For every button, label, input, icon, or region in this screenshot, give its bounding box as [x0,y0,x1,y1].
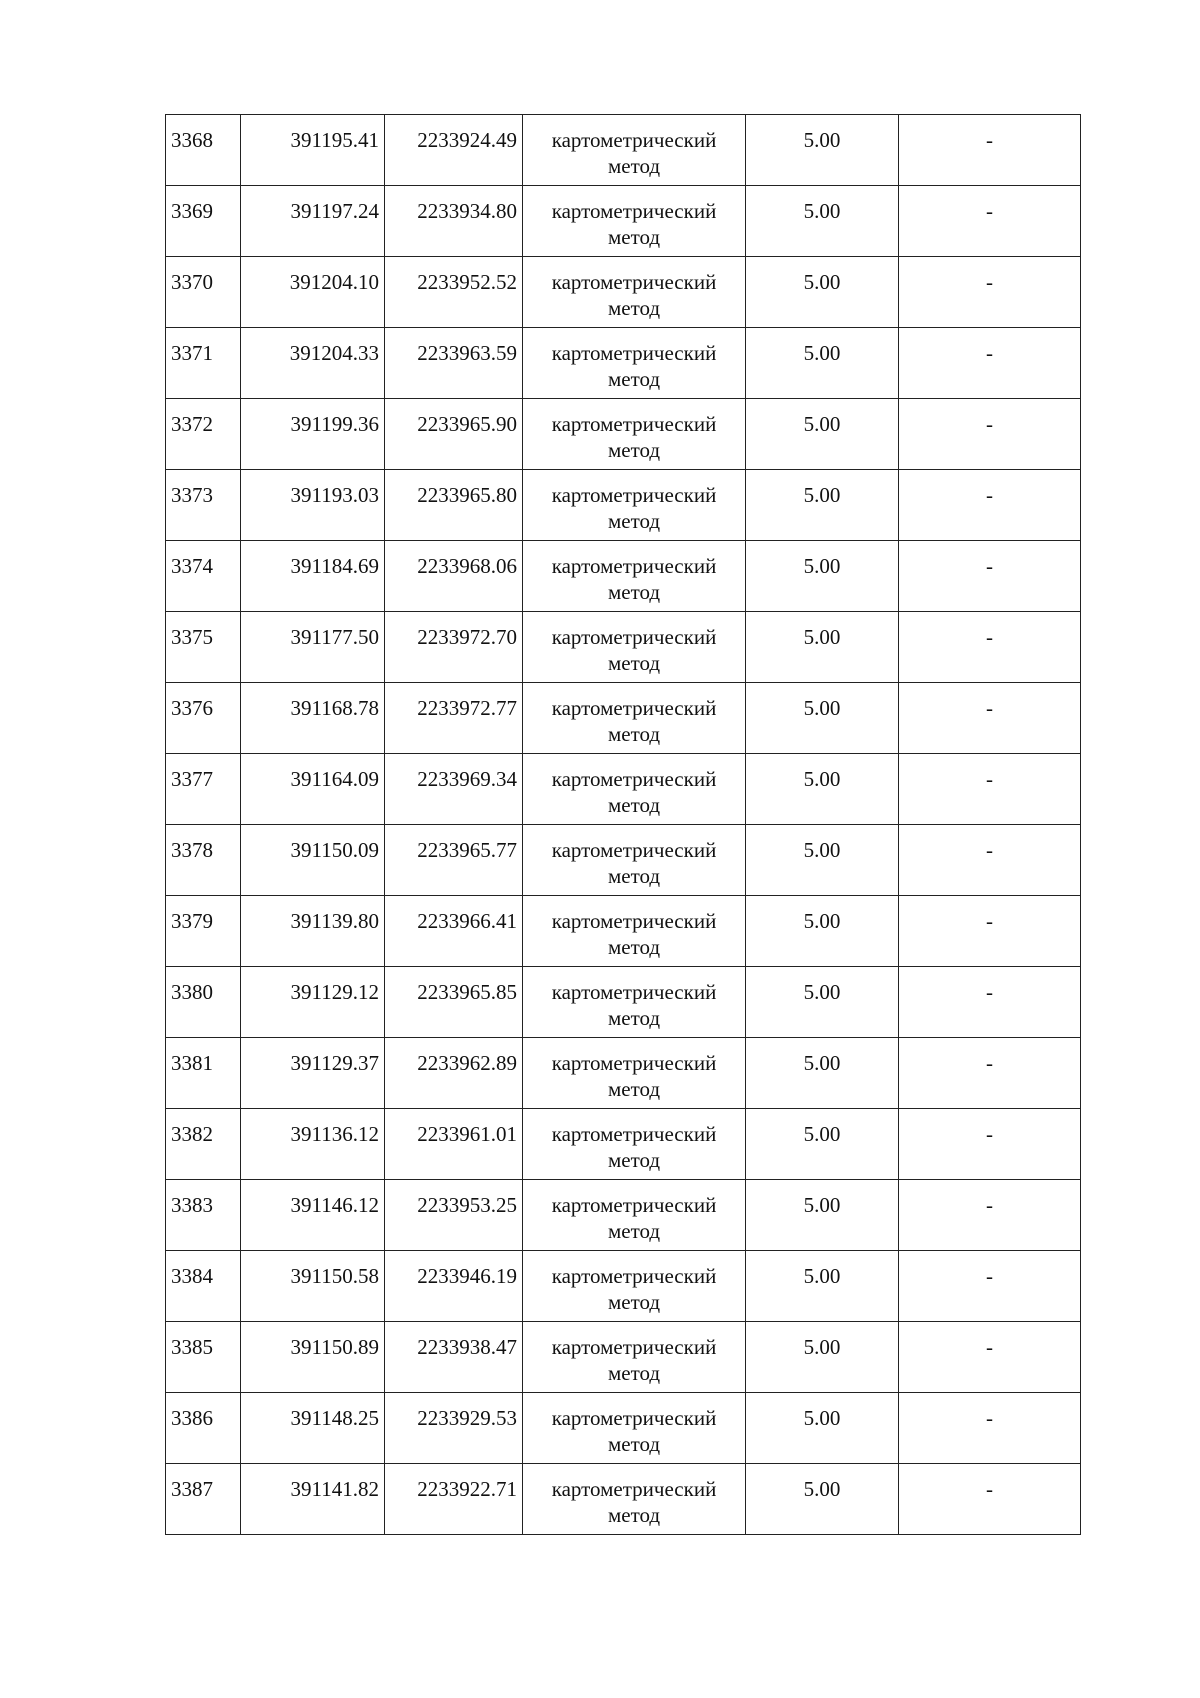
y-coordinate-cell: 2233965.77 [385,825,523,896]
accuracy-cell: 5.00 [746,1251,899,1322]
accuracy-cell: 5.00 [746,1464,899,1535]
description-cell: - [899,470,1081,541]
y-coordinate-cell: 2233938.47 [385,1322,523,1393]
x-coordinate-cell: 391150.58 [241,1251,385,1322]
y-coordinate-cell: 2233965.80 [385,470,523,541]
description-cell: - [899,1038,1081,1109]
x-coordinate-cell: 391129.12 [241,967,385,1038]
accuracy-cell: 5.00 [746,1180,899,1251]
method-cell: картометрический метод [523,541,746,612]
accuracy-cell: 5.00 [746,186,899,257]
description-cell: - [899,612,1081,683]
y-coordinate-cell: 2233946.19 [385,1251,523,1322]
accuracy-cell: 5.00 [746,257,899,328]
method-cell: картометрический метод [523,1251,746,1322]
table-row [166,1109,1081,1180]
accuracy-cell: 5.00 [746,1322,899,1393]
table-row [166,541,1081,612]
method-cell: картометрический метод [523,1464,746,1535]
x-coordinate-cell: 391150.09 [241,825,385,896]
description-cell: - [899,1393,1081,1464]
coordinates-table-body [166,115,1081,1535]
y-coordinate-cell: 2233952.52 [385,257,523,328]
y-coordinate-cell: 2233934.80 [385,186,523,257]
method-cell: картометрический метод [523,115,746,186]
accuracy-cell: 5.00 [746,754,899,825]
point-number-cell: 3376 [166,683,241,754]
point-number-cell: 3380 [166,967,241,1038]
y-coordinate-cell: 2233962.89 [385,1038,523,1109]
description-cell: - [899,186,1081,257]
table-row [166,1251,1081,1322]
x-coordinate-cell: 391195.41 [241,115,385,186]
y-coordinate-cell: 2233929.53 [385,1393,523,1464]
table-row [166,186,1081,257]
table-row [166,1393,1081,1464]
x-coordinate-cell: 391129.37 [241,1038,385,1109]
accuracy-cell: 5.00 [746,115,899,186]
point-number-cell: 3385 [166,1322,241,1393]
method-cell: картометрический метод [523,1180,746,1251]
point-number-cell: 3373 [166,470,241,541]
description-cell: - [899,754,1081,825]
x-coordinate-cell: 391150.89 [241,1322,385,1393]
description-cell: - [899,683,1081,754]
point-number-cell: 3381 [166,1038,241,1109]
table-row [166,470,1081,541]
y-coordinate-cell: 2233965.90 [385,399,523,470]
y-coordinate-cell: 2233968.06 [385,541,523,612]
point-number-cell: 3378 [166,825,241,896]
x-coordinate-cell: 391184.69 [241,541,385,612]
description-cell: - [899,1322,1081,1393]
description-cell: - [899,541,1081,612]
accuracy-cell: 5.00 [746,612,899,683]
x-coordinate-cell: 391141.82 [241,1464,385,1535]
method-cell: картометрический метод [523,825,746,896]
table-row [166,115,1081,186]
table-row [166,1038,1081,1109]
x-coordinate-cell: 391197.24 [241,186,385,257]
x-coordinate-cell: 391168.78 [241,683,385,754]
description-cell: - [899,1109,1081,1180]
accuracy-cell: 5.00 [746,825,899,896]
point-number-cell: 3372 [166,399,241,470]
x-coordinate-cell: 391177.50 [241,612,385,683]
method-cell: картометрический метод [523,683,746,754]
table-row [166,754,1081,825]
description-cell: - [899,115,1081,186]
description-cell: - [899,1464,1081,1535]
point-number-cell: 3384 [166,1251,241,1322]
y-coordinate-cell: 2233924.49 [385,115,523,186]
method-cell: картометрический метод [523,1109,746,1180]
y-coordinate-cell: 2233963.59 [385,328,523,399]
y-coordinate-cell: 2233922.71 [385,1464,523,1535]
x-coordinate-cell: 391146.12 [241,1180,385,1251]
description-cell: - [899,328,1081,399]
description-cell: - [899,825,1081,896]
accuracy-cell: 5.00 [746,399,899,470]
point-number-cell: 3374 [166,541,241,612]
point-number-cell: 3382 [166,1109,241,1180]
y-coordinate-cell: 2233969.34 [385,754,523,825]
accuracy-cell: 5.00 [746,541,899,612]
point-number-cell: 3386 [166,1393,241,1464]
accuracy-cell: 5.00 [746,683,899,754]
table-row [166,328,1081,399]
x-coordinate-cell: 391204.10 [241,257,385,328]
method-cell: картометрический метод [523,399,746,470]
description-cell: - [899,1251,1081,1322]
method-cell: картометрический метод [523,754,746,825]
accuracy-cell: 5.00 [746,967,899,1038]
method-cell: картометрический метод [523,1393,746,1464]
method-cell: картометрический метод [523,967,746,1038]
accuracy-cell: 5.00 [746,1109,899,1180]
point-number-cell: 3379 [166,896,241,967]
method-cell: картометрический метод [523,186,746,257]
point-number-cell: 3383 [166,1180,241,1251]
table-row [166,257,1081,328]
table-row [166,399,1081,470]
accuracy-cell: 5.00 [746,1038,899,1109]
table-row [166,612,1081,683]
method-cell: картометрический метод [523,470,746,541]
table-row [166,825,1081,896]
method-cell: картометрический метод [523,896,746,967]
x-coordinate-cell: 391136.12 [241,1109,385,1180]
x-coordinate-cell: 391199.36 [241,399,385,470]
description-cell: - [899,257,1081,328]
accuracy-cell: 5.00 [746,896,899,967]
accuracy-cell: 5.00 [746,1393,899,1464]
x-coordinate-cell: 391204.33 [241,328,385,399]
description-cell: - [899,896,1081,967]
method-cell: картометрический метод [523,1038,746,1109]
point-number-cell: 3370 [166,257,241,328]
accuracy-cell: 5.00 [746,470,899,541]
table-row [166,896,1081,967]
table-row [166,1322,1081,1393]
description-cell: - [899,967,1081,1038]
point-number-cell: 3368 [166,115,241,186]
y-coordinate-cell: 2233953.25 [385,1180,523,1251]
table-row [166,683,1081,754]
method-cell: картометрический метод [523,257,746,328]
method-cell: картометрический метод [523,328,746,399]
y-coordinate-cell: 2233966.41 [385,896,523,967]
method-cell: картометрический метод [523,1322,746,1393]
point-number-cell: 3387 [166,1464,241,1535]
point-number-cell: 3375 [166,612,241,683]
y-coordinate-cell: 2233972.77 [385,683,523,754]
description-cell: - [899,399,1081,470]
table-row [166,1180,1081,1251]
point-number-cell: 3371 [166,328,241,399]
point-number-cell: 3369 [166,186,241,257]
y-coordinate-cell: 2233965.85 [385,967,523,1038]
table-row [166,1464,1081,1535]
x-coordinate-cell: 391193.03 [241,470,385,541]
y-coordinate-cell: 2233961.01 [385,1109,523,1180]
x-coordinate-cell: 391148.25 [241,1393,385,1464]
y-coordinate-cell: 2233972.70 [385,612,523,683]
x-coordinate-cell: 391164.09 [241,754,385,825]
method-cell: картометрический метод [523,612,746,683]
point-number-cell: 3377 [166,754,241,825]
description-cell: - [899,1180,1081,1251]
table-row [166,967,1081,1038]
coordinates-table [165,114,1081,1535]
x-coordinate-cell: 391139.80 [241,896,385,967]
accuracy-cell: 5.00 [746,328,899,399]
